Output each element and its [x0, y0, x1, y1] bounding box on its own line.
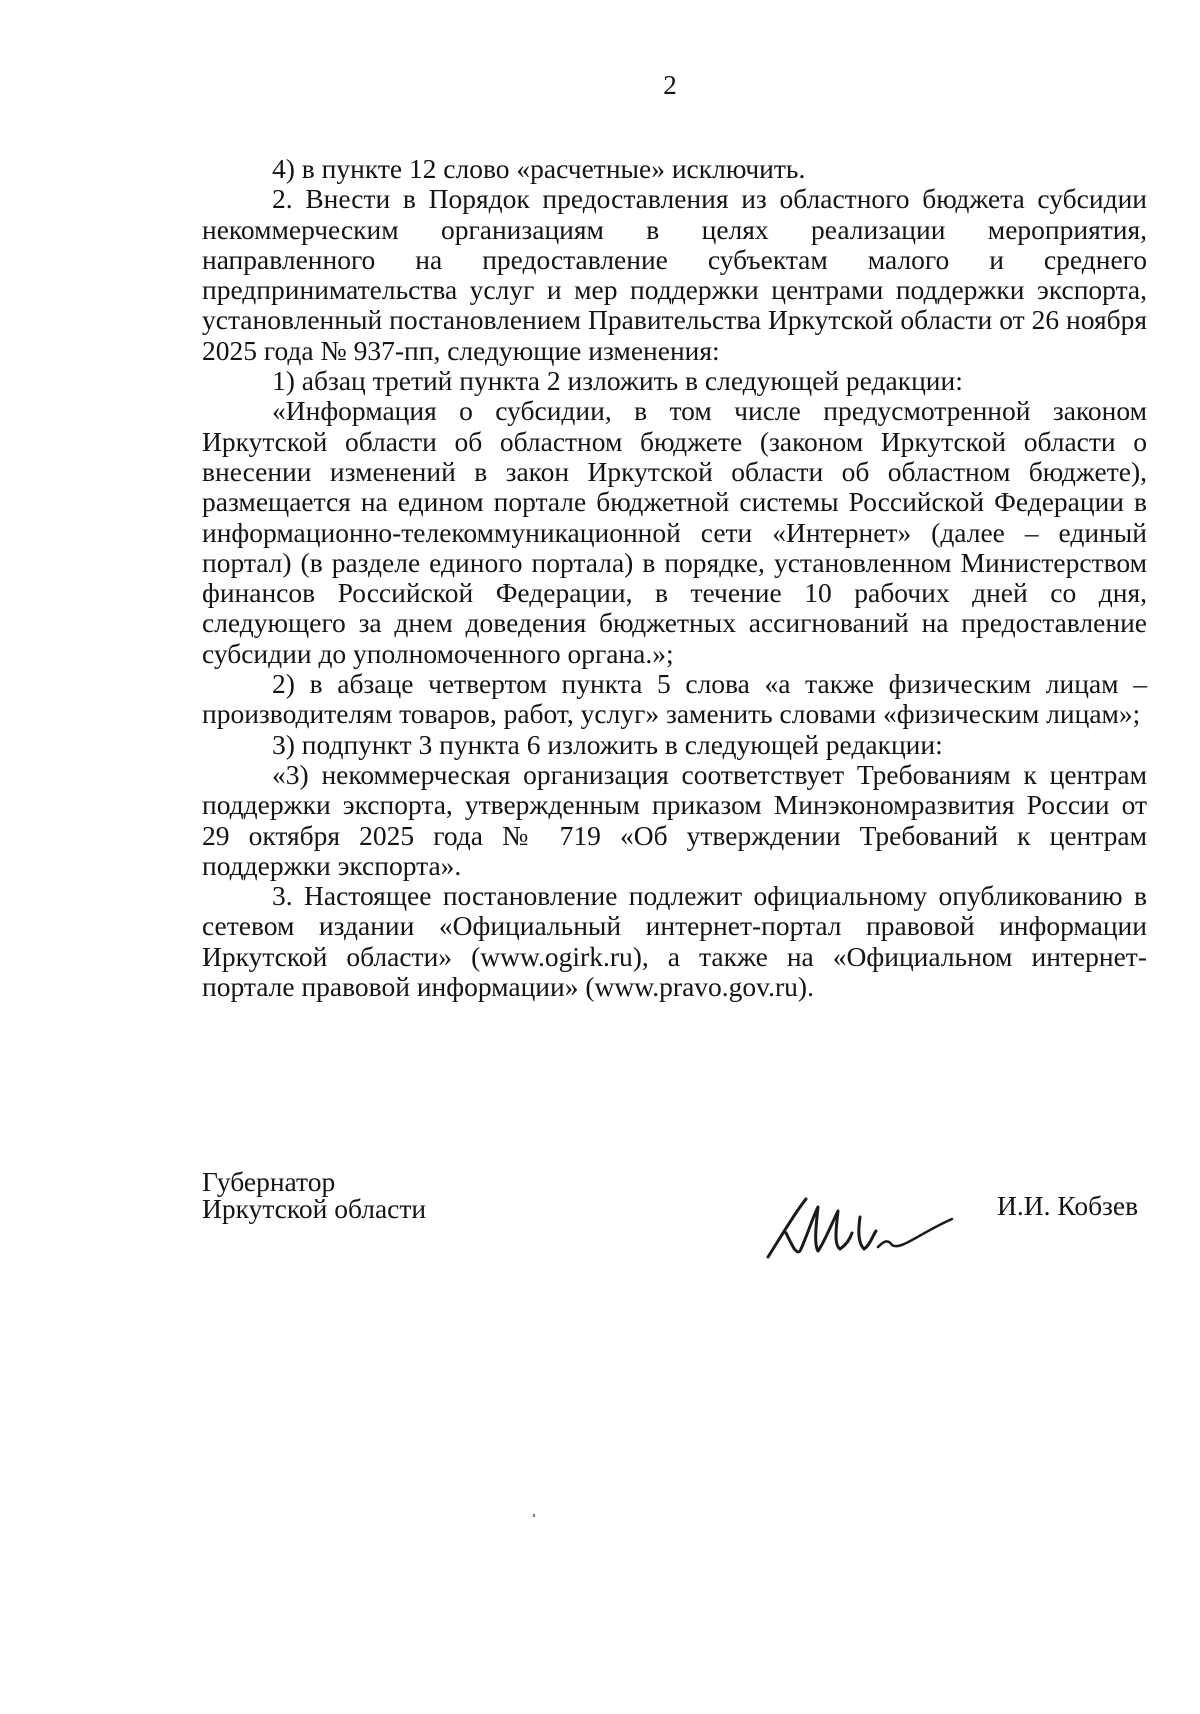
paragraph-section-3: 3. Настоящее постановление подлежит официальному опубликованию в сетевом издании «Официальный интернет-портал правовой информации Иркутской области» (www.ogirk.ru), а также на «Официальном интернет-портале правовой информации» (www.pravo.gov.ru).: [202, 880, 1147, 1003]
paragraph-quote-subsidy-info: «Информация о субсидии, в том числе предусмотренной законом Иркутской области об областном бюджете (законом Иркутской области о внесении изменений в закон Иркутской области об областном бюджете), размещается на едином портале бюджетной системы Российской Федерации в информационно-телекоммуникационной сети «Интернет» (далее – единый портал) (в разделе единого портала) в порядке, установленном Министерством финансов Российской Федерации, в течение 10 рабочих дней со дня, следующего за днем доведения бюджетных ассигнований на предоставление субсидии до уполномоченного органа.»;: [202, 395, 1147, 669]
paragraph-quote-requirements: «3) некоммерческая организация соответствует Требованиям к центрам поддержки экспорта, утвержденным приказом Минэкономразвития России от 29 октября 2025 года № 719 «Об утверждении Требований к центрам поддержки экспорта».: [202, 758, 1147, 881]
handwritten-signature-icon: [760, 1185, 960, 1265]
page-number: 2: [663, 70, 677, 100]
paragraph-subitem-3: 3) подпункт 3 пункта 6 изложить в следующей редакции:: [272, 728, 943, 760]
signer-region: Иркутской области: [202, 1193, 427, 1224]
document-body: [202, 154, 1147, 1002]
scan-speck: [533, 1514, 535, 1517]
paragraph-subitem-2: 2) в абзаце четвертом пункта 5 слова «а также физическим лицам – производителям товаров, работ, услуг» заменить словами «физическим лицам»;: [202, 668, 1147, 730]
paragraph-section-2: 2. Внести в Порядок предоставления из областного бюджета субсидии некоммерческим организациям в целях реализации мероприятия, направленного на предоставление субъектам малого и среднего предпринимательства услуг и мер поддержки центрами поддержки экспорта, установленный постановлением Правительства Иркутской области от 26 ноября 2025 года № 937-пп, следующие изменения:: [202, 183, 1147, 366]
signer-position: Губернатор: [202, 1166, 336, 1197]
signer-title: [202, 1168, 426, 1222]
signer-name: И.И. Кобзев: [997, 1190, 1139, 1221]
paragraph-item-4: 4) в пункте 12 слово «расчетные» исключить.: [272, 153, 806, 184]
paragraph-subitem-1: 1) абзац третий пункта 2 изложить в следующей редакции:: [272, 365, 963, 397]
